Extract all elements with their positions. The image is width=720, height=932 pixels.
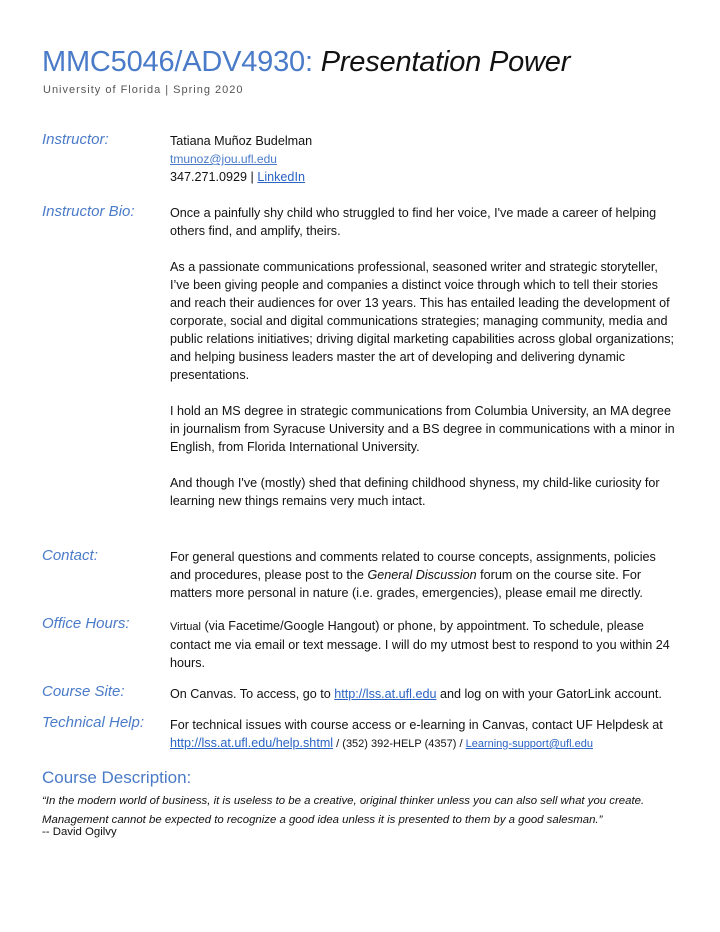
bio-paragraph: Once a painfully shy child who struggled to find her voice, I've made a career of helping others find, and amplify, theirs. <box>170 206 657 238</box>
course-site-text-part: On Canvas. To access, go to <box>170 687 335 701</box>
office-hours-detail: (via Facetime/Google Hangout) or phone, by appointment. To schedule, please contact me via email or text message. I will do my utmost best to respond to you within 24 hours. <box>170 619 670 670</box>
course-title: Presentation Power <box>320 46 571 78</box>
contact-text-part: For general questions and comments related to course concepts, assignments, policies and procedures, please post to the <box>170 550 656 582</box>
page-title <box>42 44 570 80</box>
instructor-name: Tatiana Muñoz Budelman <box>170 134 313 148</box>
instructor-label: Instructor: <box>42 131 109 148</box>
linkedin-link[interactable]: LinkedIn <box>257 170 305 184</box>
separator: | <box>250 170 254 184</box>
course-site-text-part: and log on with your GatorLink account. <box>436 687 662 701</box>
instructor-email-link[interactable]: tmunoz@jou.ufl.edu <box>170 152 277 166</box>
instructor-details <box>170 132 680 186</box>
course-description-heading: Course Description: <box>42 768 192 787</box>
canvas-link[interactable]: http://lss.at.ufl.edu <box>334 687 437 701</box>
helpdesk-link[interactable]: http://lss.at.ufl.edu/help.shtml <box>170 736 334 750</box>
quote-author: -- David Ogilvy <box>42 826 117 838</box>
support-email-link[interactable]: Learning-support@ufl.edu <box>465 738 593 750</box>
virtual-text: Virtual <box>170 621 201 633</box>
tech-help-text <box>170 716 680 753</box>
bio-paragraph: As a passionate communications professional, seasoned writer and strategic storyteller, I’ve been giving people and companies a distinct voice through which to tell their stories and reach their audiences for over 13 years. This has entailed leading the development of corporate, social and digital communications strategies; managing community, media and public relations initiatives; driving digital marketing capabilities across global organizations; and helping business leaders master the art of developing and delivering dynamic presentations. <box>170 260 675 382</box>
bio-text <box>170 204 680 510</box>
bio-label: Instructor Bio: <box>42 203 135 220</box>
page-subtitle: University of Florida | Spring 2020 <box>43 84 244 96</box>
tech-help-line: For technical issues with course access or e-learning in Canvas, contact UF Helpdesk at <box>170 718 663 732</box>
instructor-phone-line <box>170 168 680 186</box>
tech-help-label: Technical Help: <box>42 714 145 731</box>
helpdesk-phone: / (352) 392-HELP (4357) / <box>333 738 466 750</box>
contact-text-part: forum on the course site. For matters more personal in nature (i.e. grades, emergencies), please email me directly. <box>170 568 643 600</box>
forum-name: General Discussion <box>367 568 477 582</box>
bio-paragraph: I hold an MS degree in strategic communications from Columbia University, an MA degree in journalism from Syracuse University and a BS degree in communications with a minor in English, from Florida International University. <box>170 404 675 454</box>
course-code: MMC5046/ADV4930: <box>42 46 313 78</box>
course-site-label: Course Site: <box>42 683 125 700</box>
tech-help-links <box>170 734 680 753</box>
course-site-text <box>170 685 680 703</box>
office-hours-label: Office Hours: <box>42 615 130 632</box>
contact-label: Contact: <box>42 547 98 564</box>
instructor-phone: 347.271.0929 <box>170 170 248 184</box>
contact-text <box>170 548 680 602</box>
bio-paragraph: And though I've (mostly) shed that defining childhood shyness, my child-like curiosity for learning new things remains very much intact. <box>170 476 660 508</box>
course-description-quote: “In the modern world of business, it is useless to be a creative, original thinker unless you can also sell what you create. Management cannot be expected to recognize a good idea unless it is presented to them by a good salesman.” <box>42 795 645 826</box>
office-hours-text <box>170 617 680 672</box>
